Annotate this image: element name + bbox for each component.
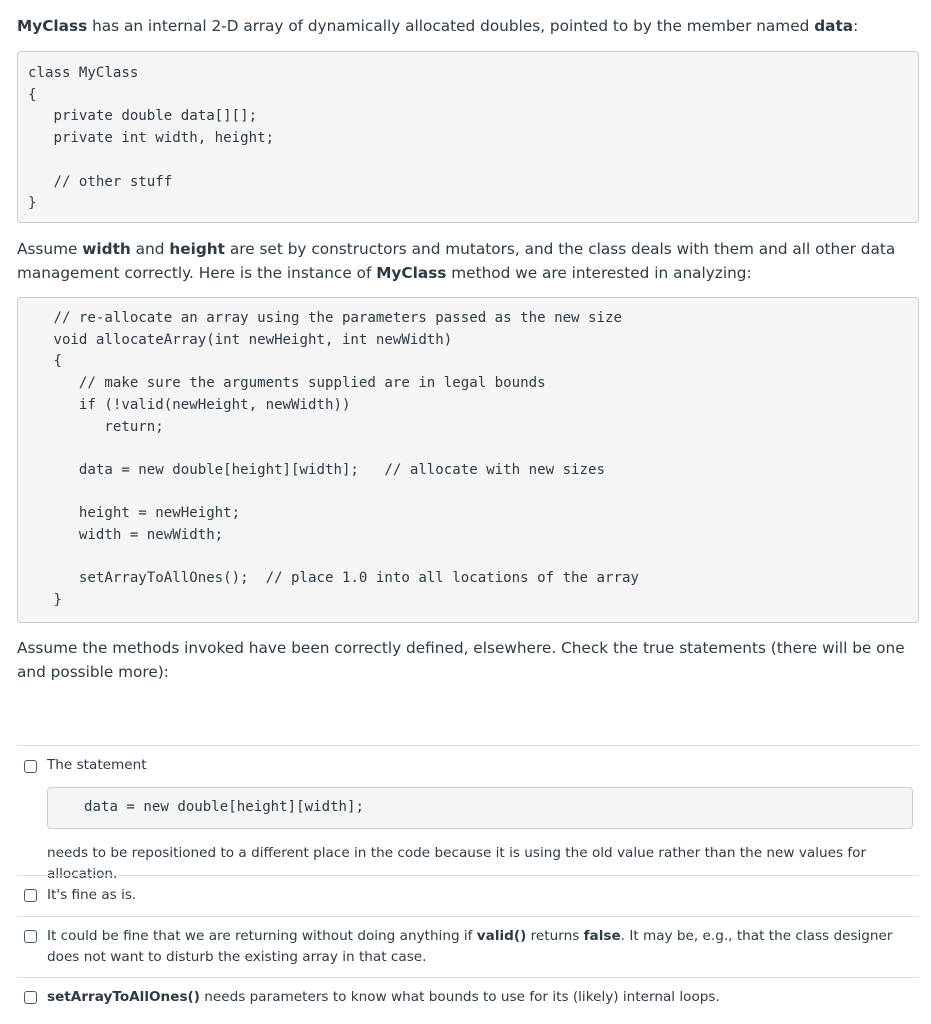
option-divider	[17, 916, 919, 917]
height-term: height	[169, 240, 225, 258]
class-name-term: MyClass	[376, 264, 447, 282]
option-d-rest: needs parameters to know what bounds to use for its (likely) internal loops.	[199, 989, 720, 1005]
intro-paragraph	[17, 14, 917, 38]
option-a-tail: needs to be repositioned to a different place in the code because it is using the old value rather than the new values for allocation.	[47, 845, 867, 882]
member-name: data	[814, 17, 854, 35]
option-c-part-1: It could be fine that we are returning without doing anything if	[47, 928, 477, 944]
option-b-checkbox[interactable]	[24, 889, 37, 902]
option-d-checkbox[interactable]	[24, 991, 37, 1004]
option-a-code: data = new double[height][width];	[47, 787, 913, 829]
option-divider	[17, 875, 919, 876]
width-term: width	[82, 240, 131, 258]
option-a-lead: The statement	[47, 757, 147, 773]
intro-text: has an internal 2-D array of dynamically allocated doubles, pointed to by the member named	[87, 17, 815, 35]
method-term: setArrayToAllOnes()	[47, 989, 200, 1005]
method-code-block: // re-allocate an array using the parameters passed as the new size void allocateArray(int newHeight, int newWidth) { // make sure the arguments supplied are in legal bounds if (!valid(newHeight, newWidth)) return; data = new double[height][width]; // allocate with new sizes height = newHeight; width = newWidth; setArrayToAllOnes(); // place 1.0 into all locations of the array }	[17, 297, 919, 623]
assume-text-3: are set by constructors and mutators, and the class deals with them and all other data management correctly. Here is the instance of	[17, 240, 896, 282]
assume-text-1: Assume	[17, 240, 83, 258]
class-code-block: class MyClass { private double data[][]; private int width, height; // other stuff }	[17, 51, 919, 223]
option-c-part-3: . It may be, e.g., that the class designer does not want to disturb the existing array in that case.	[47, 928, 893, 965]
assume-text-2: and	[130, 240, 170, 258]
option-c-part-2: returns	[526, 928, 584, 944]
option-c-checkbox[interactable]	[24, 930, 37, 943]
class-name: MyClass	[17, 17, 88, 35]
false-term: false	[583, 928, 621, 944]
assume-text-4: method we are interested in analyzing:	[446, 264, 752, 282]
option-c-text	[47, 926, 917, 968]
option-divider	[17, 745, 919, 746]
option-divider	[17, 977, 919, 978]
valid-term: valid()	[476, 928, 527, 944]
intro-colon: :	[853, 17, 859, 35]
option-b-text: It's fine as is.	[47, 887, 137, 903]
option-a-checkbox[interactable]	[24, 760, 37, 773]
question-text: Assume the methods invoked have been correctly defined, elsewhere. Check the true statements (there will be one and possible more):	[17, 639, 905, 681]
assume-paragraph	[17, 237, 917, 285]
option-d-text	[47, 987, 917, 1008]
